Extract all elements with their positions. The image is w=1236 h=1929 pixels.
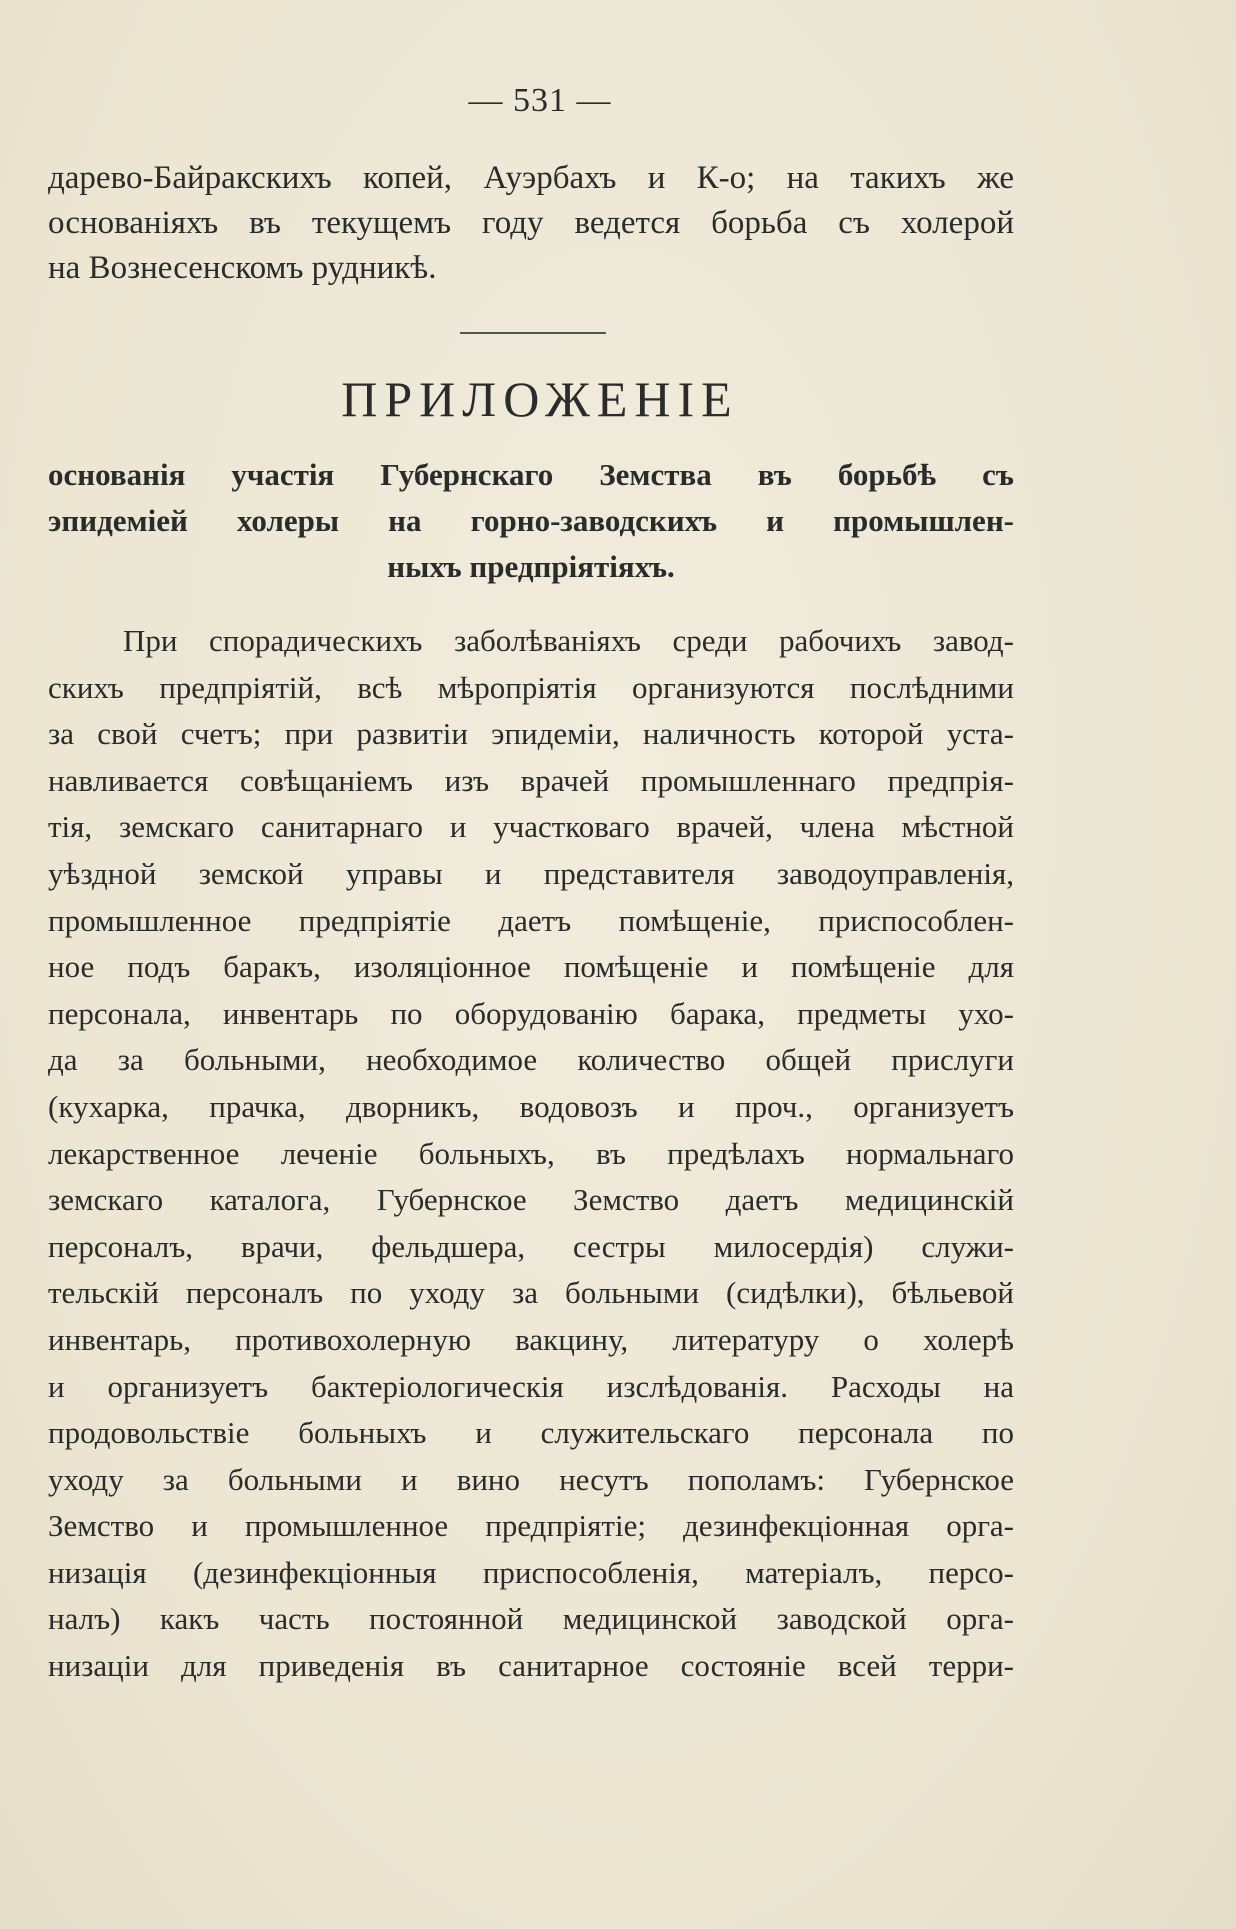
subtitle-line: ныхъ предпріятіяхъ. <box>387 549 675 584</box>
text-line: уѣздной земской управы и представителя заводоуправленія, <box>48 855 1014 891</box>
text-line: дарево-Байракскихъ копей, Ауэрбахъ и К-о; на такихъ же <box>48 160 1014 196</box>
text-line: персоналъ, врачи, фельдшера, сестры милосердія) служи- <box>48 1228 1014 1264</box>
section-subtitle <box>48 452 1014 590</box>
body-paragraph <box>48 618 1014 1690</box>
intro-paragraph <box>48 156 1014 291</box>
text-line: и организуетъ бактеріологическія изслѣдованія. Расходы на <box>48 1368 1014 1404</box>
text-line: уходу за больными и вино несутъ пополамъ: Губернское <box>48 1461 1014 1497</box>
text-line: на Вознесенскомъ рудникѣ. <box>48 250 437 286</box>
page-number: — 531 — <box>468 82 612 119</box>
text-line: Земство и промышленное предпріятіе; дезинфекціонная орга- <box>48 1508 1014 1544</box>
text-line: При спорадическихъ заболѣваніяхъ среди рабочихъ завод- <box>123 623 1014 658</box>
text-line: земскаго каталога, Губернское Земство даетъ медицинскій <box>48 1182 1014 1218</box>
section-title: ПРИЛОЖЕНІЕ <box>341 371 739 427</box>
text-line: низаціи для приведенія въ санитарное состояніе всей терри- <box>48 1648 1014 1684</box>
text-line: тія, земскаго санитарнаго и участковаго врачей, члена мѣстной <box>48 809 1014 845</box>
text-line: продовольствіе больныхъ и служительскаго персонала по <box>48 1415 1014 1451</box>
text-line: низація (дезинфекціонныя приспособленія, матеріалъ, персо- <box>48 1554 1014 1590</box>
text-line: лекарственное леченіе больныхъ, въ предѣлахъ нормальнаго <box>48 1135 1014 1171</box>
text-line: да за больными, необходимое количество общей прислуги <box>48 1042 1014 1078</box>
section-divider <box>460 332 606 334</box>
text-line: навливается совѣщаніемъ изъ врачей промышленнаго предпрія- <box>48 762 1014 798</box>
subtitle-line: основанія участія Губернскаго Земства въ борьбѣ съ <box>48 457 1014 492</box>
subtitle-line: эпидеміей холеры на горно-заводскихъ и промышлен- <box>48 503 1014 538</box>
text-line: скихъ предпріятій, всѣ мѣропріятія организуются послѣдними <box>48 669 1014 705</box>
text-line: основаніяхъ въ текущемъ году ведется борьба съ холерой <box>48 205 1014 241</box>
text-line: инвентарь, противохолерную вакцину, литературу о холерѣ <box>48 1321 1014 1357</box>
text-line: тельскій персоналъ по уходу за больными (сидѣлки), бѣльевой <box>48 1275 1014 1311</box>
text-line: персонала, инвентарь по оборудованію барака, предметы ухо- <box>48 995 1014 1031</box>
text-line: (кухарка, прачка, дворникъ, водовозъ и проч., организуетъ <box>48 1088 1014 1124</box>
text-line: ное подъ баракъ, изоляціонное помѣщеніе и помѣщеніе для <box>48 949 1014 985</box>
text-line: налъ) какъ часть постоянной медицинской заводской орга- <box>48 1601 1014 1637</box>
text-line: за свой счетъ; при развитіи эпидеміи, наличность которой уста- <box>48 716 1014 752</box>
text-line: промышленное предпріятіе даетъ помѣщеніе, приспособлен- <box>48 902 1014 938</box>
